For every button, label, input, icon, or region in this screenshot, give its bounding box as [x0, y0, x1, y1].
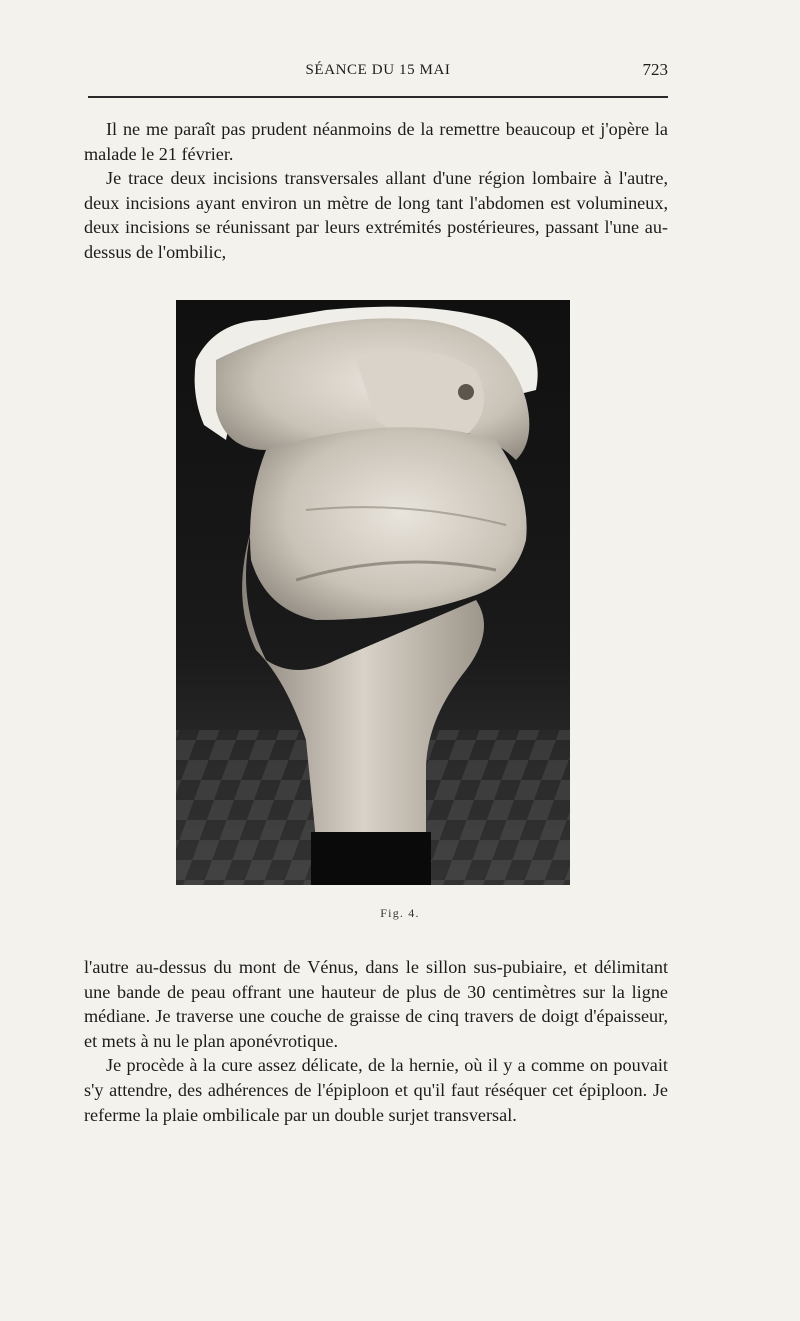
- paragraph: Je trace deux incisions transversales allant d'une région lombaire à l'autre, deux incisions ayant environ un mètre de long tant l'abdomen est volumineux, deux incisions se réunissant par leurs extrémités postérieures, passant l'une au-dessus de l'ombilic,: [84, 168, 668, 262]
- figure-caption: Fig. 4.: [380, 906, 420, 920]
- page-number: 723: [642, 60, 668, 79]
- text-block-top: [84, 117, 668, 265]
- page-header: [88, 58, 668, 84]
- text-block-bottom: [84, 955, 668, 1127]
- photograph-illustration: [176, 300, 570, 885]
- figure-photograph: [176, 300, 570, 885]
- header-rule: [88, 96, 668, 98]
- paragraph: l'autre au-dessus du mont de Vénus, dans le sillon sus-pubiaire, et délimitant une bande de peau offrant une hauteur de plus de 30 centimètres sur la ligne médiane. Je traverse une couche de graisse de cinq travers de doigt d'épaisseur, et mets à nu le plan aponévrotique.: [84, 957, 668, 1051]
- running-title: SÉANCE DU 15 MAI: [305, 62, 451, 78]
- paragraph: Il ne me paraît pas prudent néanmoins de la remettre beaucoup et j'opère la malade le 21 février.: [84, 119, 668, 164]
- paragraph: Je procède à la cure assez délicate, de la hernie, où il y a comme on pouvait s'y attendre, des adhérences de l'épiploon et qu'il faut réséquer cet épiploon. Je referme la plaie ombilicale par un double surjet transversal.: [84, 1055, 668, 1125]
